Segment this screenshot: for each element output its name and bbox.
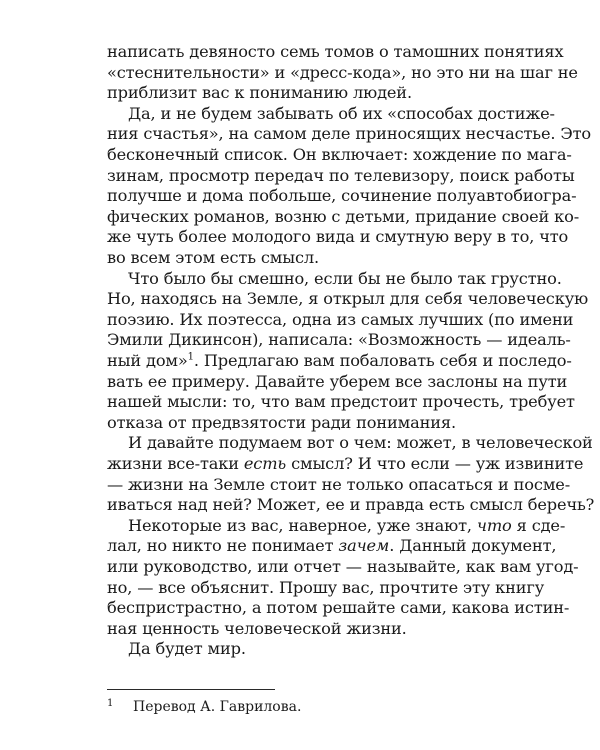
text-fragment: смысл? И что если — уж извините — [286, 454, 584, 473]
text-line: нашей мысли: то, что вам предстоит прочесть, требует — [107, 392, 575, 412]
text-line: же чуть более молодого вида и смутную веру в то, что — [107, 227, 569, 247]
footnote-reference[interactable]: 1 — [187, 351, 194, 363]
text-line — [107, 515, 566, 537]
text-line: написать девяносто семь томов о тамошних понятиях — [107, 42, 564, 61]
text-line: но, — все объяснит. Прошу вас, прочтите эту книгу — [107, 577, 545, 597]
text-line: отказа от предвзятости ради понимания. — [107, 412, 456, 432]
text-line: беспристрастно, а потом решайте сами, какова истин- — [107, 598, 570, 618]
emphasized-word: есть — [243, 454, 287, 473]
text-line: поэзию. Их поэтесса, одна из самых лучших (по имени — [107, 309, 574, 329]
text-fragment: . Предлагаю вам побаловать себя и последо- — [193, 351, 572, 370]
text-line: «стеснительности» и «дресс-кода», но это ни на шаг не — [107, 62, 578, 82]
text-line: получше и дома побольше, сочинение полуавтобиогра- — [107, 186, 577, 206]
text-fragment: ный дом» — [107, 351, 188, 370]
footnote-text: Перевод А. Гаврилова. — [133, 699, 302, 715]
text-line: И давайте подумаем вот о чем: может, в человеческой — [128, 433, 593, 453]
text-line: во всем этом есть смысл. — [107, 248, 319, 267]
text-fragment: жизни все-таки — [107, 454, 244, 473]
emphasized-word: зачем — [338, 536, 390, 556]
text-line: Да, и не будем забывать об их «способах достиже- — [128, 103, 555, 123]
text-fragment: Некоторые из вас, наверное, уже знают, — [128, 515, 477, 535]
text-line: зинам, просмотр передач по телевизору, поиск работы — [107, 165, 575, 185]
emphasized-word: что — [476, 515, 512, 535]
text-line — [107, 351, 572, 372]
text-line: Эмили Дикинсон), написала: «Возможность — идеаль- — [107, 330, 571, 350]
text-line: ния счастья», на самом деле приносящих несчастье. Это — [107, 124, 592, 144]
text-line: иваться над ней? Может, ее и правда есть смысл беречь? — [107, 495, 595, 515]
text-line: бесконечный список. Он включает: хождение по мага- — [107, 145, 572, 164]
text-line: ная ценность человеческой жизни. — [107, 618, 407, 638]
text-line: Да будет мир. — [128, 639, 246, 659]
text-fragment: лал, но никто не понимает — [107, 536, 339, 556]
text-line: Но, находясь на Земле, я открыл для себя человеческую — [107, 289, 589, 309]
text-line: вать ее примеру. Давайте уберем все заслоны на пути — [107, 371, 568, 391]
text-line — [107, 454, 584, 475]
text-line: приблизит вас к пониманию людей. — [107, 83, 412, 103]
footnote-divider — [107, 689, 275, 690]
text-line — [107, 536, 557, 557]
text-line: Что было бы смешно, если бы не было так грустно. — [128, 268, 562, 288]
footnote-marker: 1 — [107, 698, 114, 709]
text-fragment: я сде- — [511, 515, 566, 535]
footnote — [107, 697, 509, 719]
text-fragment: . Данный документ, — [389, 536, 557, 556]
text-line: — жизни на Земле стоит не только опасаться и посме- — [107, 474, 571, 494]
text-line: или руководство, или отчет — называйте, как вам угод- — [107, 557, 579, 576]
text-line: фических романов, возню с детьми, придание своей ко- — [107, 206, 580, 226]
